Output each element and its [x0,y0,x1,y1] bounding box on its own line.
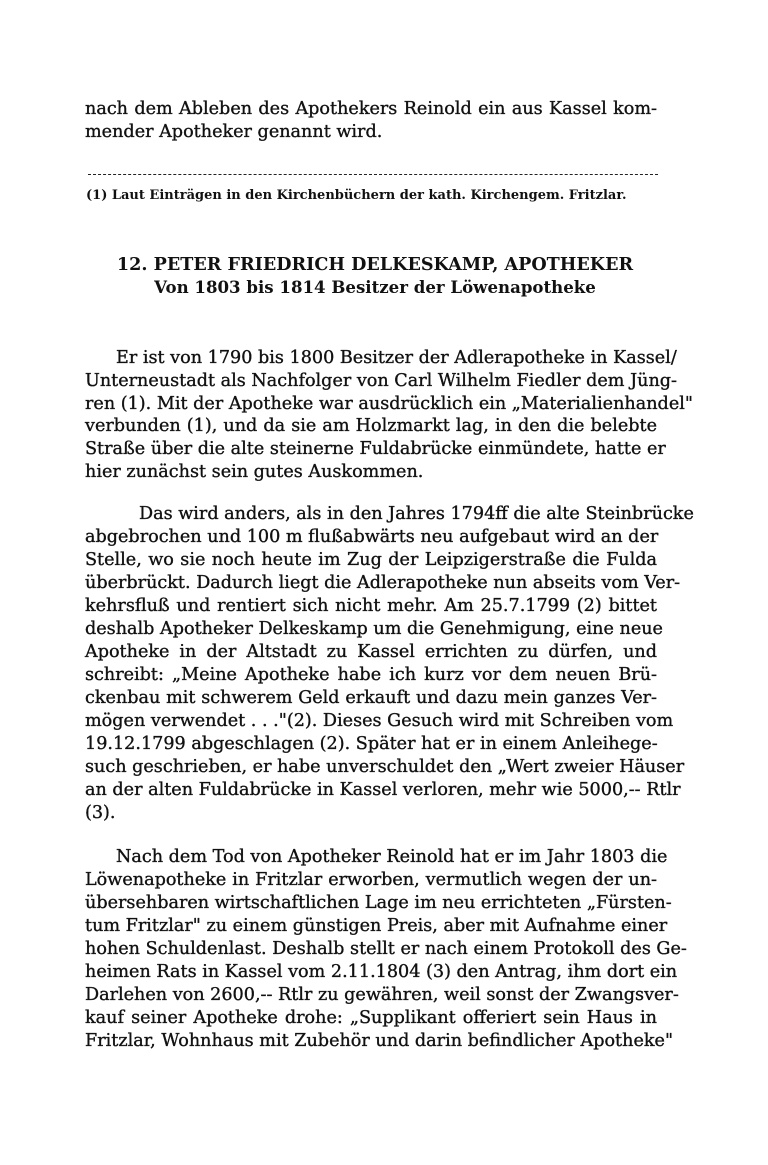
text-line: überbrückt. Dadurch liegt die Adlerapotheke nun abseits vom Ver- [85,573,681,593]
text-line: Apotheke in der Altstadt zu Kassel errichten zu dürfen, und [85,642,657,662]
text-line: verbunden (1), und da sie am Holzmarkt lag, in den die belebte [85,416,657,436]
section-subtitle: Von 1803 bis 1814 Besitzer der Löwenapotheke [154,277,596,297]
text-line: Nach dem Tod von Apotheker Reinold hat er im Jahr 1803 die [116,847,668,867]
text-line: abgebrochen und 100 m flußabwärts neu aufgebaut wird an der [85,527,659,547]
text-line: deshalb Apotheker Delkeskamp um die Genehmigung, eine neue [85,619,663,639]
text-line: mender Apotheker genannt wird. [85,122,383,142]
text-line: 19.12.1799 abgeschlagen (2). Später hat er in einem Anleihege- [85,734,658,754]
text-line: Löwenapotheke in Fritzlar erworben, vermutlich wegen der un- [85,870,657,890]
section-title: 12. PETER FRIEDRICH DELKESKAMP, APOTHEKER [116,254,634,275]
text-line: Unterneustadt als Nachfolger von Carl Wilhelm Fiedler dem Jüng- [85,371,677,391]
text-line: nach dem Ableben des Apothekers Reinold ein aus Kassel kom- [85,99,657,119]
text-line: hohen Schuldenlast. Deshalb stellt er nach einem Protokoll des Ge- [85,939,687,959]
text-line: Stelle, wo sie noch heute im Zug der Leipzigerstraße die Fulda [85,550,657,570]
text-line: Straße über die alte steinerne Fuldabrücke einmündete, hatte er [85,439,666,459]
text-line: kehrsfluß und rentiert sich nicht mehr. Am 25.7.1799 (2) bittet [85,596,657,616]
text-line: (3). [85,803,116,823]
text-line: Fritzlar, Wohnhaus mit Zubehör und darin befindlicher Apotheke" [85,1031,674,1051]
text-line: hier zunächst sein gutes Auskommen. [85,462,424,482]
text-line: schreibt: „Meine Apotheke habe ich kurz vor dem neuen Brü- [85,665,657,685]
text-line: mögen verwendet . . ."(2). Dieses Gesuch wird mit Schreiben vom [85,711,674,731]
text-line: an der alten Fuldabrücke in Kassel verloren, mehr wie 5000,-- Rtlr [85,780,681,800]
text-line: such geschrieben, er habe unverschuldet den „Wert zweier Häuser [85,757,685,777]
text-line: Das wird anders, als in den Jahres 1794ff die alte Steinbrücke [139,504,694,524]
text-line: Er ist von 1790 bis 1800 Besitzer der Adlerapotheke in Kassel/ [116,348,677,368]
text-line: ren (1). Mit der Apotheke war ausdrücklich ein „Materialienhandel" [85,394,693,414]
footnote: (1) Laut Einträgen in den Kirchenbüchern der kath. Kirchengem. Fritzlar. [86,188,627,203]
text-line: übersehbaren wirtschaftlichen Lage im neu errichteten „Fürsten- [85,893,672,913]
text-line: Darlehen von 2600,-- Rtlr zu gewähren, weil sonst der Zwangsver- [85,985,679,1005]
footnote-divider [88,174,658,175]
text-line: heimen Rats in Kassel vom 2.11.1804 (3) den Antrag, ihm dort ein [85,962,678,982]
text-line: kauf seiner Apotheke drohe: „Supplikant offeriert sein Haus in [85,1008,657,1028]
text-line: ckenbau mit schwerem Geld erkauft und dazu mein ganzes Ver- [85,688,657,708]
text-line: tum Fritzlar" zu einem günstigen Preis, aber mit Aufnahme einer [85,916,668,936]
